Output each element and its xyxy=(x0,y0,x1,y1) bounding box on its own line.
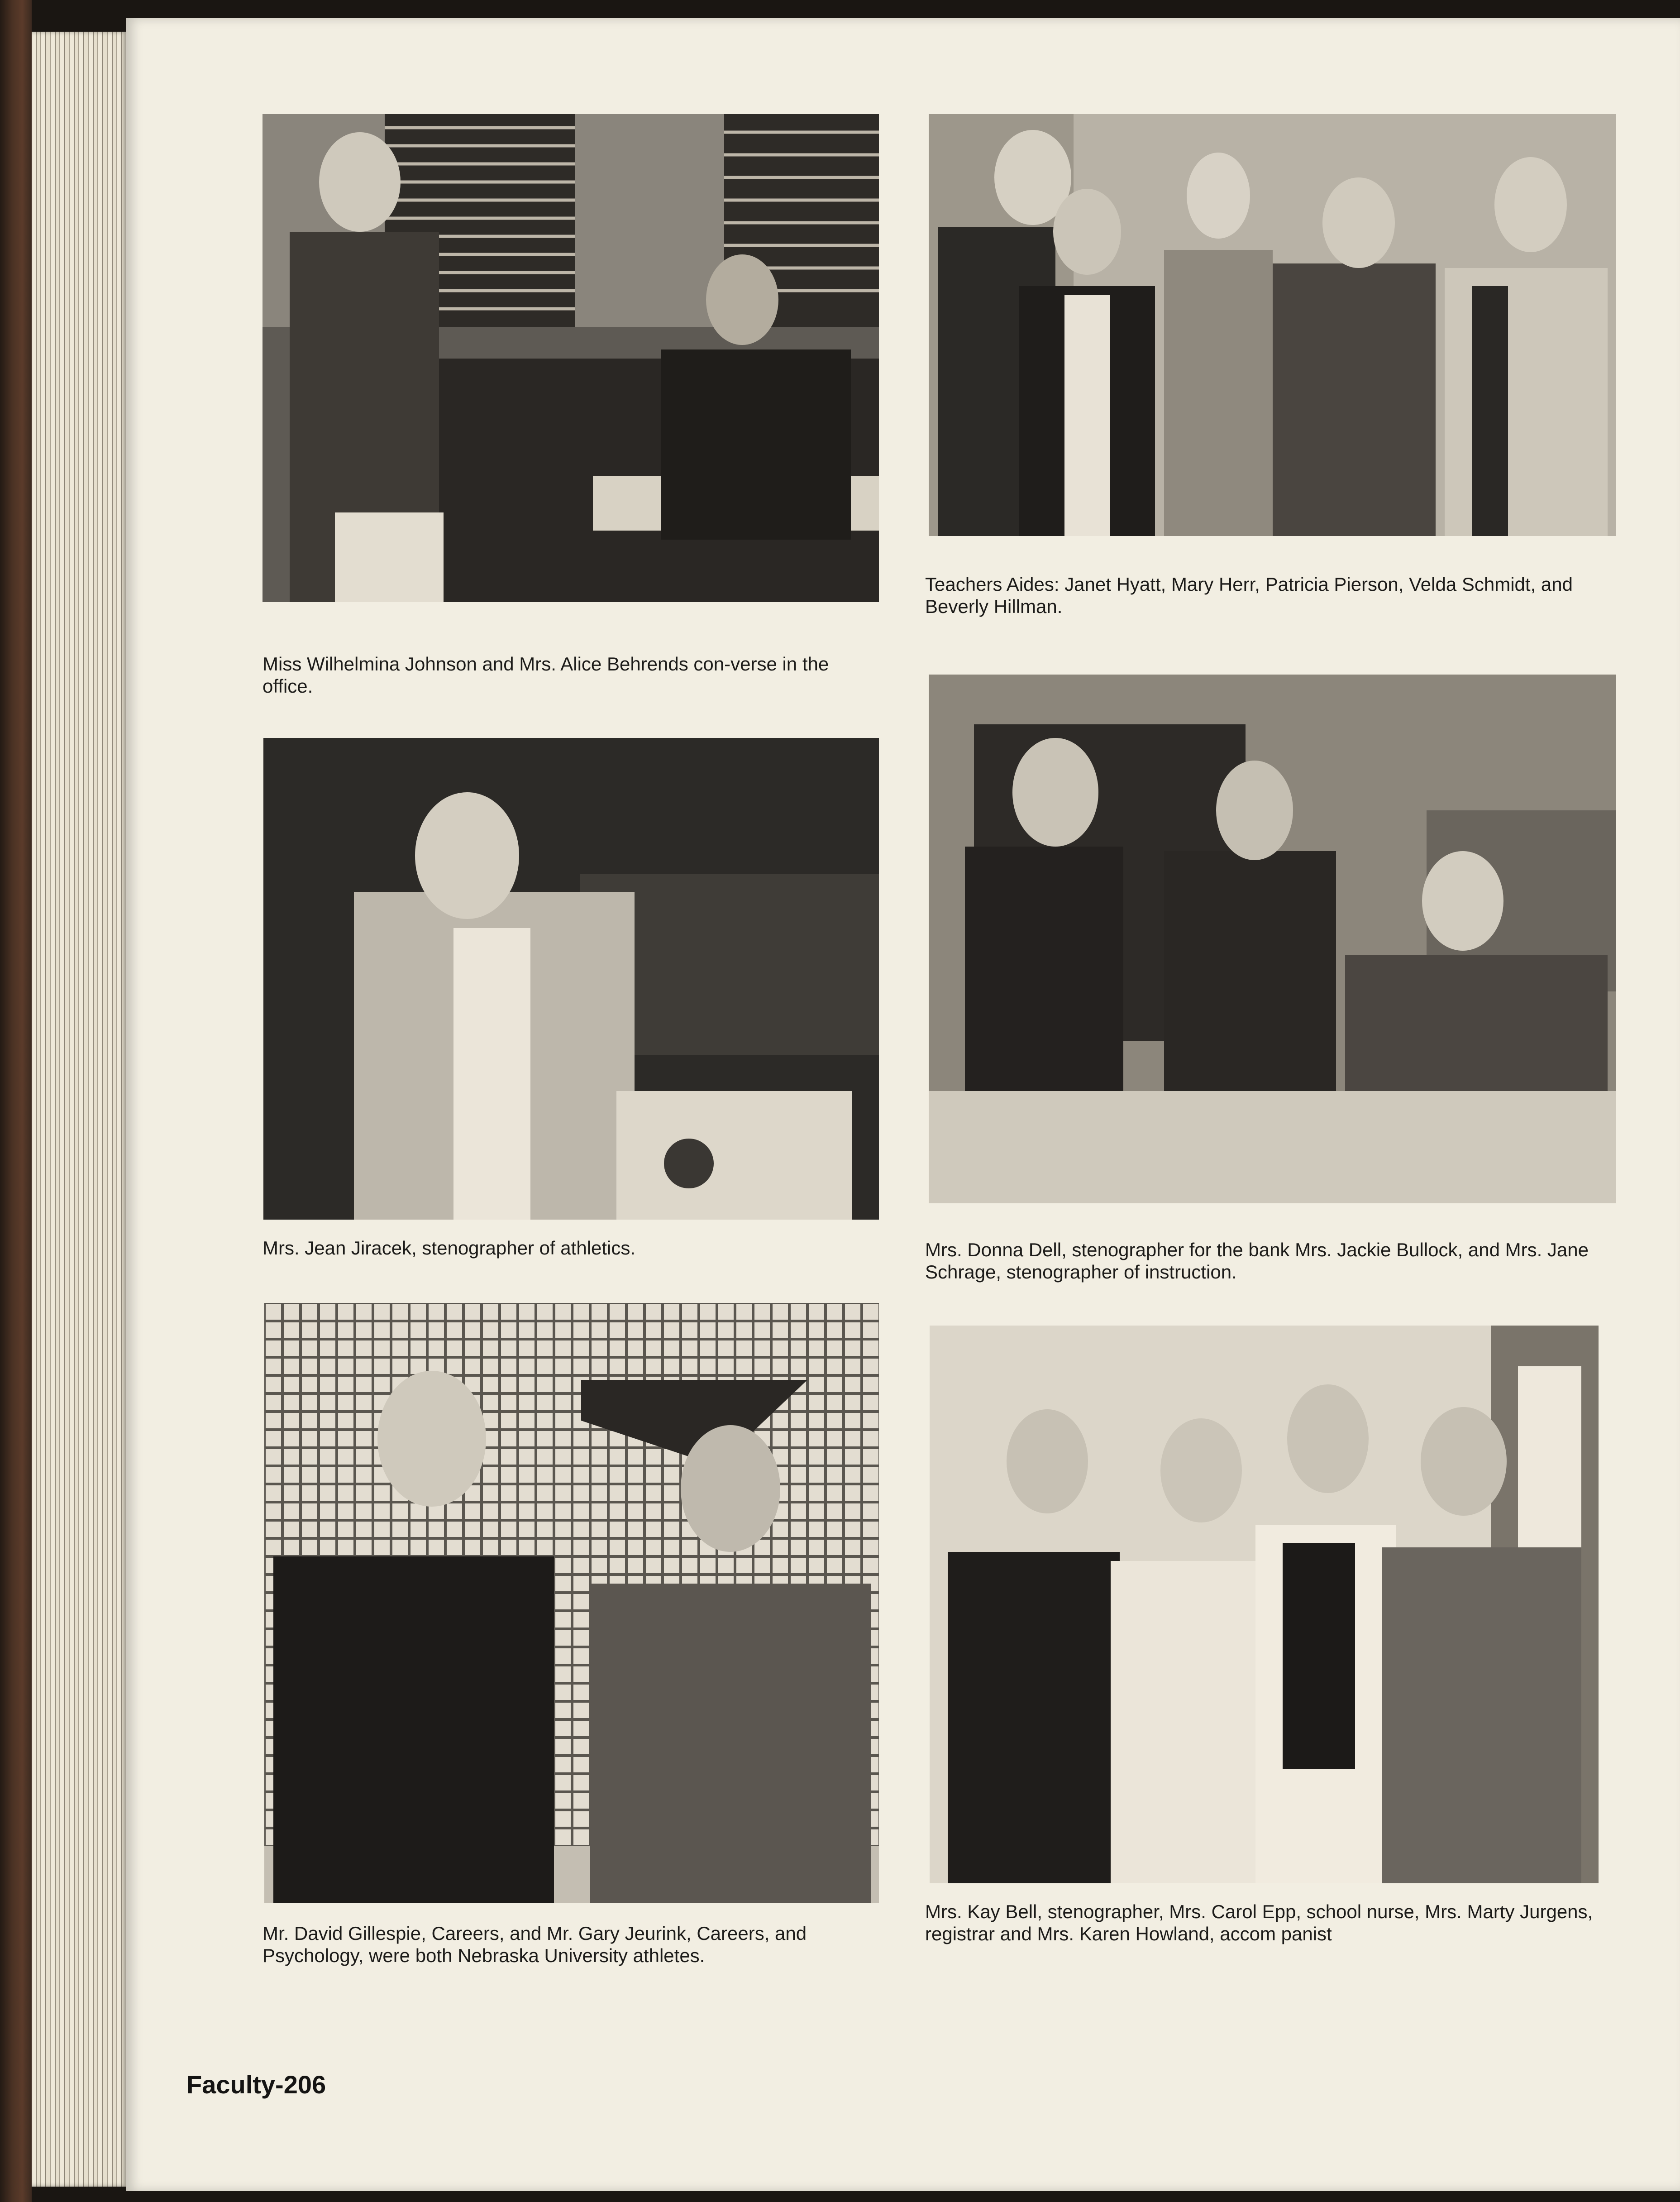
photo-bell-epp-jurgens-howland xyxy=(930,1326,1599,1883)
page-edges xyxy=(32,32,127,2187)
caption-jiracek: Mrs. Jean Jiracek, stenographer of athletics. xyxy=(262,1237,636,1259)
photo-jiracek xyxy=(263,738,879,1220)
caption-dell-bullock-schrage: Mrs. Donna Dell, stenographer for the bank Mrs. Jackie Bullock, and Mrs. Jane Schrage, stenographer of instruction. xyxy=(925,1239,1589,1283)
yearbook-page xyxy=(126,18,1680,2191)
caption-gillespie-jeurink: Mr. David Gillespie, Careers, and Mr. Gary Jeurink, Careers, and Psychology, were both Nebraska University athletes. xyxy=(262,1923,807,1966)
photo-gillespie-jeurink xyxy=(264,1303,879,1903)
caption-bell-epp-jurgens-howland: Mrs. Kay Bell, stenographer, Mrs. Carol Epp, school nurse, Mrs. Marty Jurgens, registrar and Mrs. Karen Howland, accom panist xyxy=(925,1901,1593,1944)
caption-office: Miss Wilhelmina Johnson and Mrs. Alice Behrends con-verse in the office. xyxy=(262,653,829,697)
page-folio: Faculty-206 xyxy=(186,2070,326,2099)
caption-teachers-aides: Teachers Aides: Janet Hyatt, Mary Herr, Patricia Pierson, Velda Schmidt, and Beverly Hillman. xyxy=(925,574,1573,617)
photo-teachers-aides xyxy=(929,114,1616,536)
photo-dell-bullock-schrage xyxy=(929,675,1616,1203)
book-binding xyxy=(0,0,32,2202)
photo-office xyxy=(262,114,879,602)
